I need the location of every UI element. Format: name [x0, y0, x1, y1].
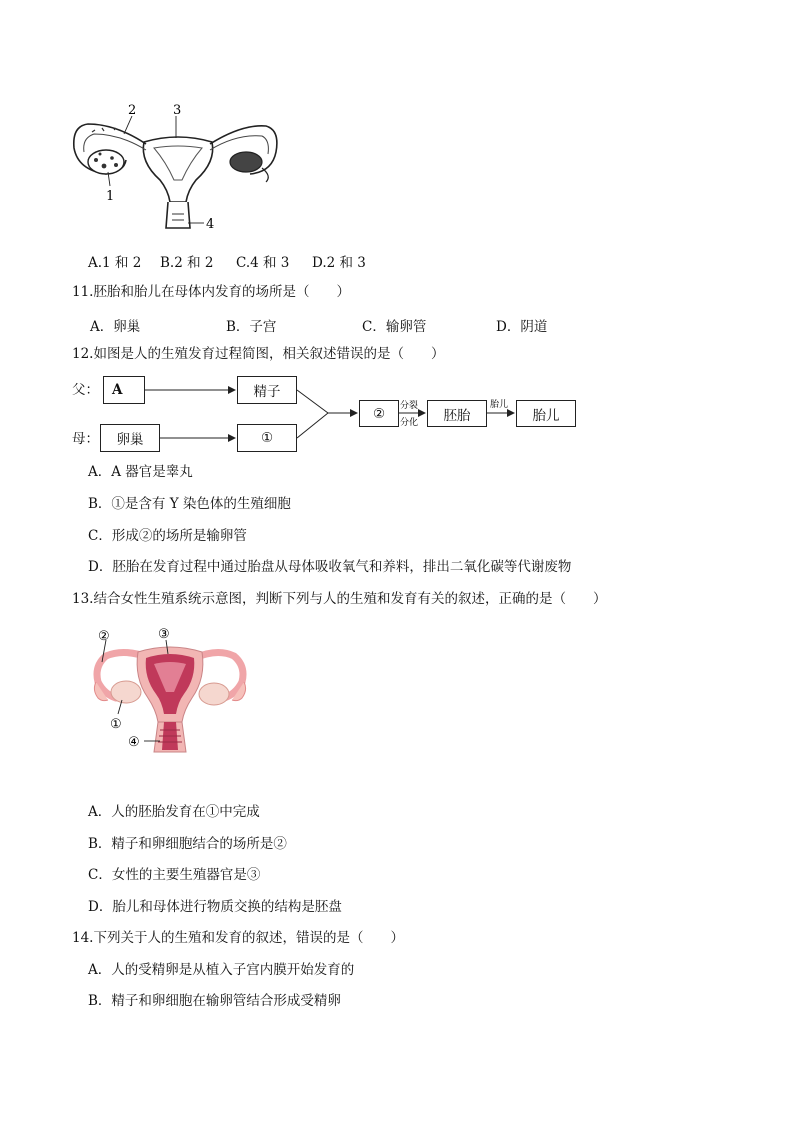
reproductive-lineart-svg	[66, 102, 286, 238]
q10-option-b: B.2 和 2	[160, 255, 214, 271]
arrow-label-fenlie: 分裂	[400, 401, 419, 411]
q11-option-b: B．子宫	[226, 319, 277, 335]
flow-box-embryo: 胚胎	[427, 400, 487, 427]
q12-option-d: D．胚胎在发育过程中通过胎盘从母体吸收氧气和养料，排出二氧化碳等代谢废物	[88, 559, 572, 575]
arrow-1-merge	[297, 413, 328, 438]
fig2-label-4: ④	[128, 735, 140, 750]
arrow-label-fenhua: 分化	[400, 418, 419, 428]
flow-box-fetus: 胎儿	[516, 400, 576, 427]
fig1-label-2: 2	[128, 103, 137, 118]
flow-box-1: ①	[237, 424, 297, 452]
fig2-label-2: ②	[98, 629, 110, 644]
fig2-label-1: ①	[110, 717, 122, 732]
reproductive-color-svg	[88, 622, 248, 756]
q14-option-a: A．人的受精卵是从植入子宫内膜开始发育的	[88, 962, 355, 978]
fig1-label-1: 1	[106, 189, 115, 204]
q10-option-d: D.2 和 3	[312, 255, 366, 271]
fig1-label-4: 4	[206, 217, 215, 232]
fig1-label-3: 3	[173, 103, 182, 118]
flow-box-2: ②	[359, 400, 399, 427]
fig2-label-3: ③	[158, 627, 170, 642]
q14-option-b: B．精子和卵细胞在输卵管结合形成受精卵	[88, 993, 341, 1009]
arrow-sperm-merge	[297, 390, 328, 413]
q13-option-c: C．女性的主要生殖器官是③	[88, 867, 261, 883]
q13-option-d: D．胎儿和母体进行物质交换的结构是胚盘	[88, 899, 342, 915]
q10-option-a: A.1 和 2	[88, 255, 142, 271]
q11-stem: 11.胚胎和胎儿在母体内发育的场所是（ ）	[72, 284, 350, 300]
q14-stem: 14.下列关于人的生殖和发育的叙述，错误的是（ ）	[72, 930, 404, 946]
q12-option-a: A．A 器官是睾丸	[88, 464, 193, 480]
flow-box-a: A	[103, 376, 145, 404]
flow-mother-label: 母：	[72, 431, 99, 447]
q11-option-c: C．输卵管	[362, 319, 427, 335]
flow-father-label: 父：	[72, 382, 99, 398]
q11-option-a: A．卵巢	[90, 319, 141, 335]
q13-stem: 13.结合女性生殖系统示意图，判断下列与人的生殖和发育有关的叙述，正确的是（ ）	[72, 591, 607, 607]
q12-flow-diagram	[70, 372, 590, 456]
arrow-label-taier: 胎儿	[490, 400, 509, 410]
q10-option-c: C.4 和 3	[236, 255, 290, 271]
q13-option-b: B．精子和卵细胞结合的场所是②	[88, 836, 287, 852]
flow-arrows-svg	[70, 372, 590, 456]
flow-box-ovary: 卵巢	[100, 424, 160, 452]
figure-reproductive-color	[88, 622, 248, 756]
q13-option-a: A．人的胚胎发育在①中完成	[88, 804, 260, 820]
q12-option-b: B．①是含有 Y 染色体的生殖细胞	[88, 496, 291, 512]
flow-box-sperm: 精子	[237, 376, 297, 404]
q12-option-c: C．形成②的场所是输卵管	[88, 528, 247, 544]
q11-option-d: D．阴道	[496, 319, 548, 335]
q12-stem: 12.如图是人的生殖发育过程简图，相关叙述错误的是（ ）	[72, 346, 445, 362]
figure-reproductive-lineart	[66, 102, 286, 238]
